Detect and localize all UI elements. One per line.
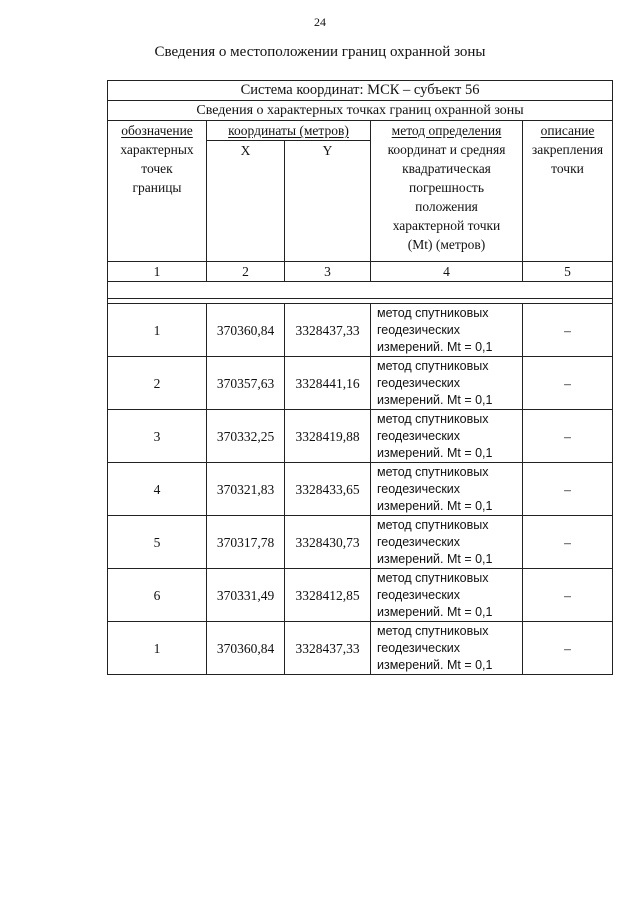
header-line: точек [141, 161, 173, 176]
method-line: измерений. Mt = 0,1 [377, 551, 493, 566]
header-line: координат и средняя [387, 142, 506, 157]
x-coordinate-cell: 370360,84 [207, 622, 285, 675]
method-line: измерений. Mt = 0,1 [377, 657, 493, 672]
x-coordinate-cell: 370331,49 [207, 569, 285, 622]
method-line: метод спутниковых [377, 517, 489, 532]
coordinates-header [207, 121, 371, 141]
column-number: 3 [285, 262, 371, 282]
method-line: геодезических [377, 481, 461, 496]
column-number: 4 [371, 262, 523, 282]
header-line: положения [415, 199, 478, 214]
x-coordinate-cell: 370332,25 [207, 410, 285, 463]
y-coordinate-cell: 3328412,85 [285, 569, 371, 622]
point-designation-header [108, 121, 207, 262]
method-line: измерений. Mt = 0,1 [377, 392, 493, 407]
point-number-cell: 2 [108, 357, 207, 410]
y-coordinate-cell: 3328430,73 [285, 516, 371, 569]
point-number-cell: 3 [108, 410, 207, 463]
points-info-header: Сведения о характерных точках границ охранной зоны [108, 101, 613, 121]
method-header [371, 121, 523, 262]
y-coordinate-cell: 3328433,65 [285, 463, 371, 516]
x-coordinate-cell: 370360,84 [207, 304, 285, 357]
method-line: метод спутниковых [377, 305, 489, 320]
header-line: характерной точки [392, 218, 501, 233]
x-header: X [207, 141, 285, 262]
y-coordinate-cell: 3328437,33 [285, 622, 371, 675]
point-number-cell: 1 [108, 304, 207, 357]
column-number: 5 [523, 262, 613, 282]
y-coordinate-cell: 3328441,16 [285, 357, 371, 410]
column-number: 1 [108, 262, 207, 282]
method-line: геодезических [377, 534, 461, 549]
header-line: описание [540, 123, 595, 138]
description-cell: – [523, 569, 613, 622]
header-line: квадратическая [402, 161, 491, 176]
method-line: геодезических [377, 375, 461, 390]
point-number-cell: 4 [108, 463, 207, 516]
method-line: измерений. Mt = 0,1 [377, 339, 493, 354]
method-line: метод спутниковых [377, 358, 489, 373]
x-coordinate-cell: 370357,63 [207, 357, 285, 410]
method-line: метод спутниковых [377, 570, 489, 585]
description-cell: – [523, 410, 613, 463]
description-header [523, 121, 613, 262]
table-row [108, 516, 613, 569]
table-row [108, 410, 613, 463]
method-cell [371, 410, 523, 463]
header-line: границы [132, 180, 182, 195]
description-cell: – [523, 622, 613, 675]
table-row [108, 357, 613, 410]
method-line: метод спутниковых [377, 411, 489, 426]
description-cell: – [523, 463, 613, 516]
method-line: метод спутниковых [377, 623, 489, 638]
table-row [108, 622, 613, 675]
coordinate-system-header: Система координат: МСК – субъект 56 [108, 81, 613, 101]
header-line: (Mt) (метров) [407, 237, 486, 252]
spacer-row [108, 282, 613, 299]
header-line: закрепления [531, 142, 604, 157]
x-coordinate-cell: 370321,83 [207, 463, 285, 516]
method-cell [371, 357, 523, 410]
x-coordinate-cell: 370317,78 [207, 516, 285, 569]
method-line: геодезических [377, 322, 461, 337]
header-line: характерных [120, 142, 194, 157]
table-row [108, 463, 613, 516]
description-cell: – [523, 357, 613, 410]
method-line: геодезических [377, 428, 461, 443]
description-cell: – [523, 304, 613, 357]
method-cell [371, 516, 523, 569]
method-line: измерений. Mt = 0,1 [377, 604, 493, 619]
point-number-cell: 6 [108, 569, 207, 622]
header-line: обозначение [121, 123, 193, 138]
point-number-cell: 1 [108, 622, 207, 675]
table-row [108, 569, 613, 622]
header-line: точки [551, 161, 584, 176]
column-number-row [108, 262, 613, 282]
method-line: геодезических [377, 587, 461, 602]
method-cell [371, 569, 523, 622]
method-line: геодезических [377, 640, 461, 655]
method-line: метод спутниковых [377, 464, 489, 479]
header-line: метод определения [391, 123, 502, 138]
table-row [108, 304, 613, 357]
spacer-cell [108, 282, 613, 299]
y-coordinate-cell: 3328437,33 [285, 304, 371, 357]
header-line: погрешность [408, 180, 484, 195]
point-number-cell: 5 [108, 516, 207, 569]
y-coordinate-cell: 3328419,88 [285, 410, 371, 463]
description-cell: – [523, 516, 613, 569]
method-line: измерений. Mt = 0,1 [377, 498, 493, 513]
coordinates-header-label: координаты (метров) [228, 123, 349, 138]
column-number: 2 [207, 262, 285, 282]
y-header: Y [285, 141, 371, 262]
method-cell [371, 463, 523, 516]
method-line: измерений. Mt = 0,1 [377, 445, 493, 460]
page-number: 24 [314, 15, 326, 29]
boundary-points-table [107, 80, 613, 675]
document-title: Сведения о местоположении границ охранной зоны [154, 44, 486, 60]
method-cell [371, 622, 523, 675]
method-cell [371, 304, 523, 357]
